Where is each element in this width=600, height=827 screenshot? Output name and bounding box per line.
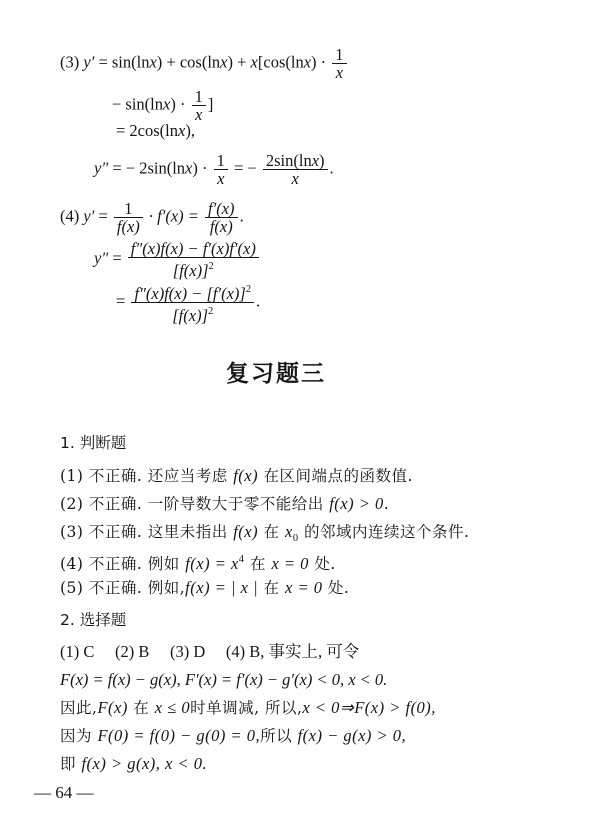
expr: = − 2sin(ln (112, 158, 186, 178)
fraction (263, 152, 328, 187)
fraction (114, 200, 143, 235)
fraction (332, 46, 346, 81)
math: x = 0 (271, 554, 309, 573)
text: 处. (314, 555, 336, 573)
expr: = 2cos(ln (116, 121, 179, 140)
var: x (303, 52, 312, 72)
numerator: f′(x) (205, 200, 238, 218)
fraction (205, 200, 238, 235)
expr: ) (319, 151, 325, 170)
exponent: 2 (208, 306, 214, 317)
denominator: x (217, 169, 225, 188)
judge-item-2 (60, 494, 389, 514)
fraction (214, 152, 228, 187)
expr: ) + cos(ln (156, 52, 221, 72)
expr: = (116, 291, 126, 311)
numerator (131, 281, 254, 303)
text: 处. (327, 579, 350, 597)
eq3-line4 (94, 152, 334, 187)
eq-label: (3) (60, 52, 80, 72)
expr: ) · (311, 52, 327, 72)
page-number: — 64 — (34, 783, 94, 802)
expr: f″(x)f(x) − [f′(x)] (134, 284, 246, 303)
text: 在 (263, 523, 280, 541)
numerator: 1 (192, 88, 206, 106)
math: x (284, 522, 293, 541)
section-title: 复习题三 (226, 361, 326, 387)
expr: ), (185, 121, 195, 140)
expr: = − (233, 158, 257, 178)
math: F(x) (97, 698, 128, 717)
math: x ≤ 0 (154, 698, 191, 717)
denominator (131, 303, 254, 324)
text: (4) 不正确. 例如 (60, 555, 180, 573)
judge-item-5 (60, 578, 349, 598)
expr: [f(x)] (172, 306, 209, 325)
denominator: f(x) (116, 217, 140, 236)
numerator: 1 (332, 46, 346, 64)
judge-item-1 (60, 466, 413, 486)
text: 的邻域内连续这个条件. (304, 523, 470, 541)
expr: = (112, 248, 122, 268)
text: 在 (263, 579, 280, 597)
var: x (250, 52, 258, 72)
expr: [f(x)] (172, 261, 209, 280)
exponent: 4 (238, 554, 245, 565)
expr: − sin(ln (112, 94, 164, 114)
denominator: x (195, 105, 203, 124)
eq3-line2 (112, 88, 213, 123)
numerator: f″(x)f(x) − f′(x)f′(x) (128, 240, 259, 258)
choice-line-3 (60, 698, 436, 718)
judge-item-3 (60, 522, 469, 549)
eq-lhs: y″ (94, 248, 109, 268)
math: x < 0⇒F(x) > f(0), (302, 698, 436, 717)
var: x (311, 151, 320, 170)
text: 时单调减, 所以, (190, 699, 303, 717)
denominator: x (335, 63, 344, 82)
eq-lhs: y″ (94, 158, 109, 178)
math: x = 0 (285, 578, 323, 597)
eq-lhs: y′ (83, 52, 95, 72)
fraction (131, 281, 254, 324)
fraction (128, 240, 259, 279)
var: x (178, 121, 186, 140)
expr: · f′(x) = (148, 206, 199, 226)
subscript: 0 (292, 533, 299, 544)
math: f(x) = x (185, 554, 239, 573)
math: f(x) (233, 522, 259, 541)
expr: ) · (192, 158, 208, 178)
expr: ) + (227, 52, 247, 72)
expr: [cos(ln (257, 52, 304, 72)
denominator: f(x) (209, 217, 233, 236)
choice-line-2: F(x) = f(x) − g(x), F′(x) = f′(x) − g′(x) < 0, x < 0. (60, 670, 388, 689)
choice-answers: (1) C (2) B (3) D (4) B, 事实上, 可令 (60, 642, 360, 661)
math: f(x) − g(x) > 0, (297, 726, 407, 745)
math: f(x) = | x | (185, 578, 259, 597)
eq3-line3 (116, 121, 195, 141)
eq4-line1 (60, 200, 244, 235)
text: (3) 不正确. 这里未指出 (60, 523, 228, 541)
var: x (185, 158, 193, 178)
var: x (163, 94, 171, 114)
var: x (149, 52, 157, 72)
text: 在区间端点的函数值. (263, 467, 413, 485)
fraction (192, 88, 206, 123)
numerator: 1 (214, 152, 228, 170)
text: 因此, (60, 699, 98, 717)
text: (5) 不正确. 例如, (60, 579, 186, 597)
choice-line-5 (60, 754, 207, 774)
text: 即 (60, 755, 77, 773)
section-heading-2: 2. 选择题 (60, 611, 127, 629)
expr: 2sin(ln (265, 151, 312, 170)
text: (2) 不正确. 一阶导数大于零不能给出 (60, 495, 324, 513)
math: f(x) > g(x), x < 0. (81, 754, 208, 773)
section-heading-1: 1. 判断题 (60, 434, 127, 452)
denominator: x (291, 169, 299, 188)
eq-lhs: y′ (83, 206, 95, 226)
judge-item-4 (60, 550, 336, 574)
eq4-line3 (116, 281, 260, 324)
expr: . (256, 291, 261, 311)
choice-line-4 (60, 726, 406, 746)
expr: ) · (170, 94, 186, 114)
text: 因为 (60, 727, 93, 745)
numerator (263, 152, 328, 170)
exponent: 2 (245, 284, 252, 295)
text: 所以 (260, 727, 293, 745)
text: 在 (133, 699, 150, 717)
expr: = sin(ln (98, 52, 150, 72)
math: F(0) = f(0) − g(0) = 0, (97, 726, 261, 745)
numerator: 1 (114, 200, 143, 218)
text: . (383, 495, 390, 513)
var: x (220, 52, 228, 72)
expr: = (98, 206, 108, 226)
text: (1) 不正确. 还应当考虑 (60, 467, 228, 485)
eq3-line1 (60, 46, 349, 81)
math: f(x) (233, 466, 259, 485)
math: f(x) > 0 (329, 494, 384, 513)
eq4-line2 (94, 240, 261, 279)
expr: . (329, 158, 334, 178)
eq-label: (4) (60, 206, 80, 226)
denominator (128, 258, 259, 279)
expr: . (239, 206, 244, 226)
text: 在 (249, 555, 266, 573)
expr: ] (207, 94, 214, 114)
exponent: 2 (208, 261, 214, 272)
